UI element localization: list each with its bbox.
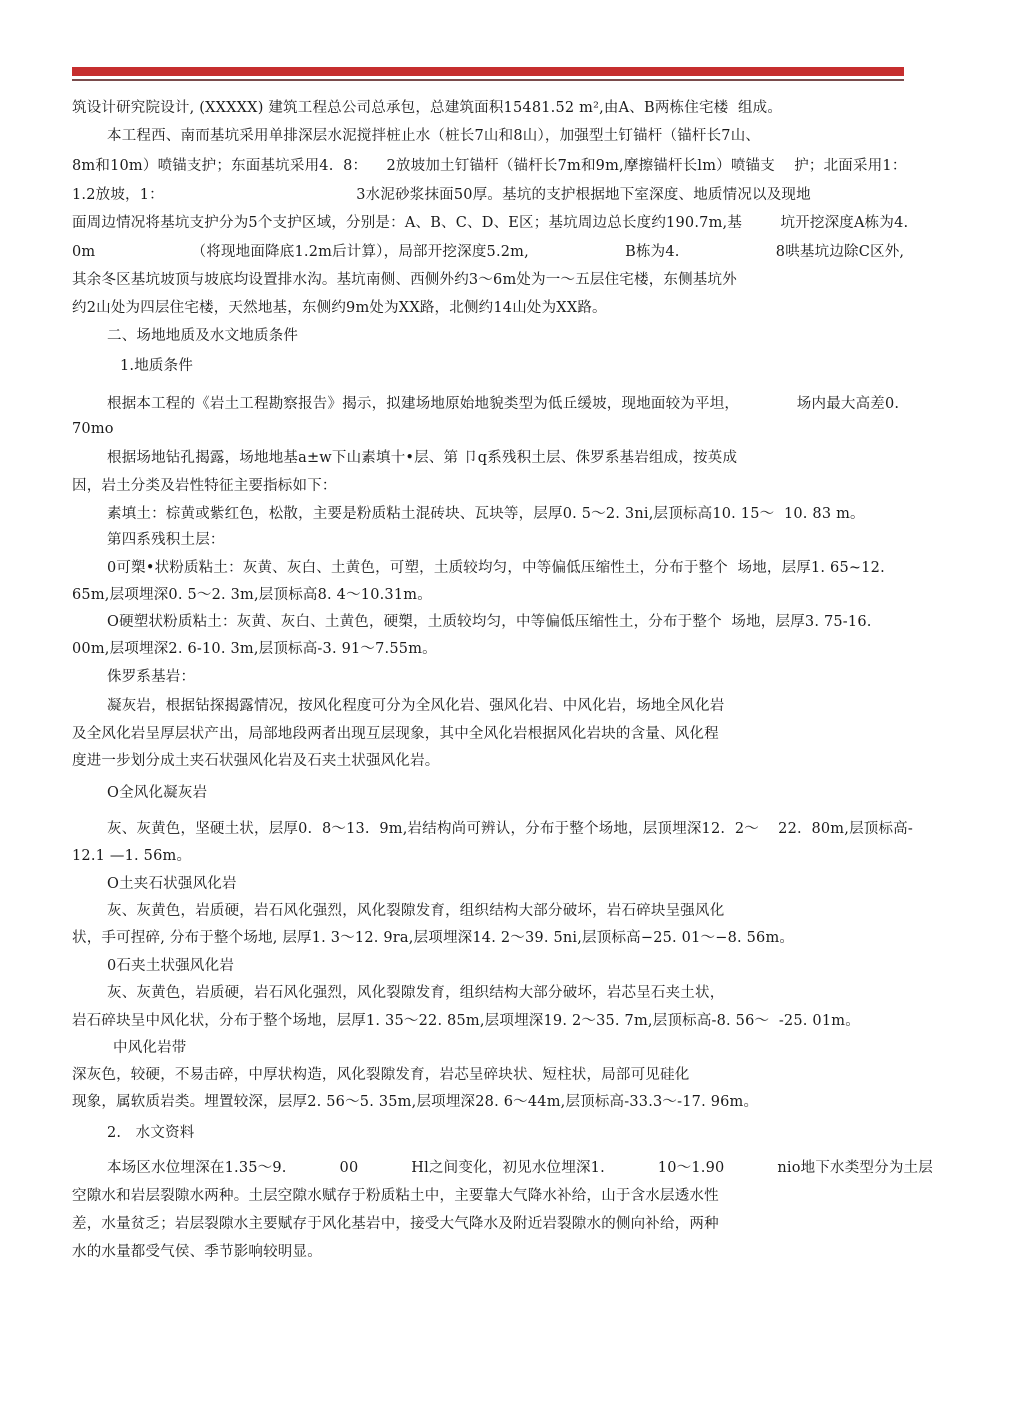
text-line: 0m （将现地面降底1.2m后计算），局部开挖深度5.2m, B栋为4. 8哄基坑边除C区外, [72,244,905,260]
text-line: 空隙水和岩层裂隙水两种。土层空隙水赋存于粉质粘土中，主要靠大气降水补给，山于含水层透水性 [72,1188,719,1204]
text-line: 本工程西、南而基坑采用单排深层水泥搅拌桩止水（桩长7山和8山），加强型土钉锚杆（锚杆长7山、 [107,128,761,144]
text-line: 70mo [72,421,114,437]
subsection-heading: 0石夹土状强风化岩 [107,958,235,974]
text-line: 其余冬区基坑坡顶与坡底均设置排水沟。基坑南侧、西侧外约3～6m处为一～五层住宅楼，东侧基坑外 [72,272,737,288]
text-line: 8m和10m）喷锚支护；东面基坑采用4. 8： 2放坡加土钉锚杆（锚杆长7m和9m,摩擦锚杆长lm）喷锚支 护；北面采用1： [72,158,907,174]
text-line: 差，水量贫乏；岩层裂隙水主要赋存于风化基岩中，接受大气降水及附近岩裂隙水的侧向补给，两种 [72,1216,719,1232]
section-heading: 二、场地地质及水文地质条件 [107,328,299,344]
text-line: 状，手可捏碎, 分布于整个场地, 层厚1. 3～12. 9ra,层项埋深14. 2～39. 5ni,层顶标高−25. 01～−8. 56m。 [72,930,795,946]
text-line: 面周边情况将基坑支护分为5个支护区域，分别是：A、B、C、D、E区；基坑周边总长度约190.7m,基 坑开挖深度A栋为4. [72,215,909,231]
subsection-heading: 1.地质条件 [120,358,194,374]
text-line: 侏罗系基岩： [107,669,196,685]
subsection-heading: O土夹石状强风化岩 [107,876,237,892]
text-line: 本场区水位埋深在1.35～9. 00 Hl之间变化，初见水位埋深1. 10～1.90 nio地下水类型分为土层 [107,1160,933,1176]
text-line: 65m,层项埋深0. 5～2. 3m,层顶标高8. 4～10.31m。 [72,587,432,603]
text-line: 筑设计研究院设计, (XXXXX) 建筑工程总公司总承包，总建筑面积15481.52 m²,由A、B两栋住宅楼 组成。 [72,100,783,116]
header-rule-thin [72,79,904,81]
text-line: 灰、灰黄色，岩质硬，岩石风化强烈，风化裂隙发育，组织结构大部分破坏，岩石碎块呈强风化 [107,903,725,919]
text-line: 凝灰岩，根据钻探揭露情况，按风化程度可分为全风化岩、强风化岩、中风化岩，场地全风化岩 [107,698,725,714]
text-line: 水的水量都受气侯、季节影响较明显。 [72,1244,322,1260]
text-line: 素填土：棕黄或紫红色，松散，主要是粉质粘土混砖块、瓦块等，层厚0. 5～2. 3ni,层顶标高10. 15～ 10. 83 m。 [107,506,865,522]
text-line: 因，岩土分类及岩性特征主要指标如下： [72,478,337,494]
text-line: 12.1 —1. 56m。 [72,848,192,864]
text-line: O硬塑状粉质粘土：灰黄、灰白、土黄色，硬槊，土质较均匀，中等偏低压缩性土，分布于整个 场地，层厚3. 75-16. [107,614,872,630]
text-line: 0可槊•状粉质粘土：灰黄、灰白、土黄色，可塑，土质较均匀，中等偏低压缩性土，分布于整个 场地，层厚1. 65~12. [107,560,885,576]
text-line: 根据场地钻孔揭露，场地地基a±w下山素填十•层、第 卩q系残积土层、侏罗系基岩组成，按英成 [107,450,738,466]
text-line: 灰、灰黄色，岩质硬，岩石风化强烈，风化裂隙发育，组织结构大部分破坏，岩芯呈石夹土状， [107,985,725,1001]
text-line: 灰、灰黄色，坚硬土状，层厚0. 8～13. 9m,岩结构尚可辨认，分布于整个场地，层顶埋深12. 2～ 22. 80m,层顶标高- [107,821,913,837]
subsection-heading: 中风化岩带 [113,1040,187,1056]
text-line: 深灰色，较硬，不易击碎，中厚状构造，风化裂隙发育，岩芯呈碎块状、短柱状，局部可见硅化 [72,1067,690,1083]
text-line: 岩石碎块呈中风化状，分布于整个场地，层厚1. 35～22. 85m,层项埋深19. 2～35. 7m,层顶标高-8. 56～ -25. 01m。 [72,1013,860,1029]
header-rule-red [72,67,904,76]
text-line: 00m,层项埋深2. 6-10. 3m,层顶标高-3. 91～7.55m。 [72,641,437,657]
subsection-heading: O全风化凝灰岩 [107,785,208,801]
text-line: 现象，属软质岩类。埋置较深，层厚2. 56～5. 35m,层项埋深28. 6～44m,层顶标高-33.3～-17. 96m。 [72,1094,759,1110]
text-line: 度进一步划分成土夹石状强风化岩及石夹土状强风化岩。 [72,753,440,769]
text-line: 1.2放坡，1： 3水泥砂浆抹面50厚。基坑的支护根据地下室深度、地质情况以及现地 [72,187,811,203]
text-line: 第四系残积土层： [107,532,225,548]
subsection-heading: 2. 水文资料 [107,1125,195,1141]
text-line: 及全风化岩呈厚层状产出，局部地段两者出现互层现象，其中全风化岩根据风化岩块的含量、风化程 [72,726,719,742]
text-line: 根据本工程的《岩土工程勘察报告》揭示，拟建场地原始地貌类型为低丘缓坡，现地面较为平坦， 场内最大高差0. [107,396,900,412]
text-line: 约2山处为四层住宅楼，天然地基，东侧约9m处为XX路，北侧约14山处为XX路。 [72,300,607,316]
